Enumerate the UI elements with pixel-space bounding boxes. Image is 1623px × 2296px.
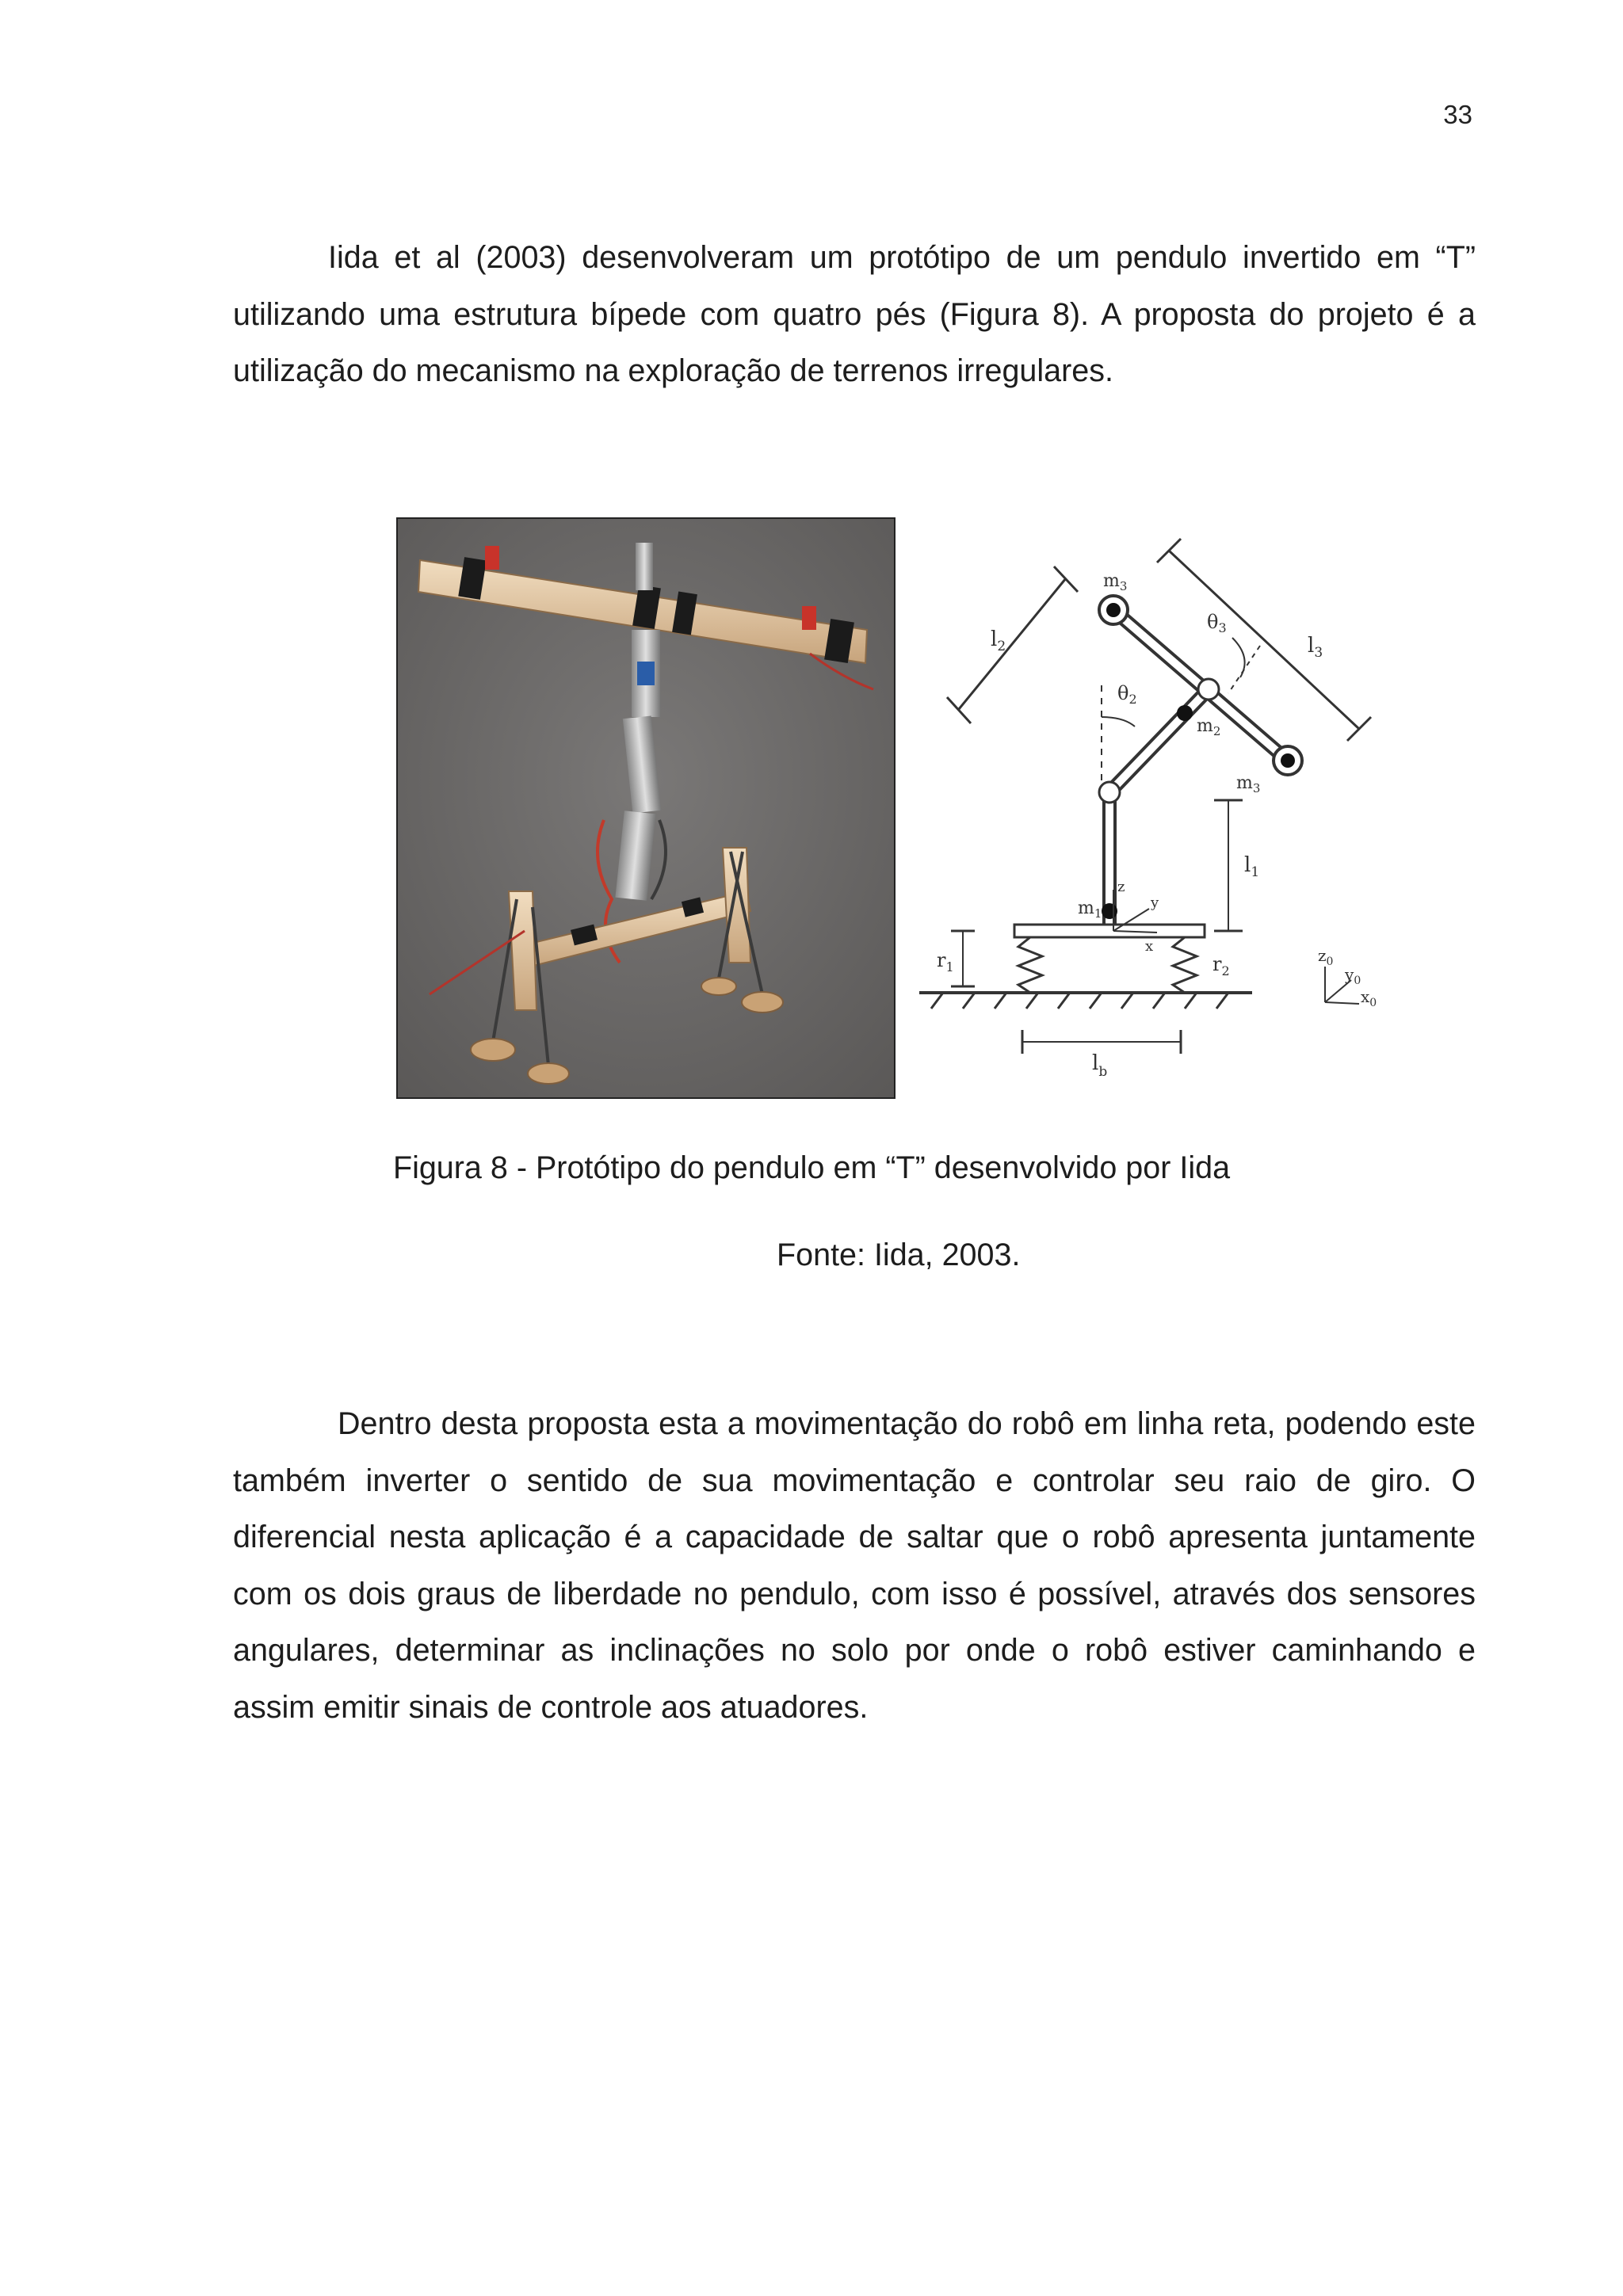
- page-number: 33: [1443, 100, 1472, 129]
- label-x: x: [1145, 938, 1154, 955]
- label-l1: $l_1$: [1244, 853, 1260, 880]
- paragraph-body-text: Dentro desta proposta esta a movimentação do robô em linha reta, podendo este também inverter o sentido de sua movimentação e controlar seu raio de giro. O diferencial nesta aplicação é a capacidade de saltar que o robô apresenta juntamente com os dois graus de liberdade no pendulo, com isso é possível, através dos sensores angulares, determinar as inclinações no solo por onde o robô estiver caminhando e assim emitir sinais de controle aos atuadores.: [233, 1406, 1476, 1725]
- label-l2: $l_2$: [991, 627, 1006, 654]
- figure-source: Fonte: Iida, 2003.: [777, 1238, 1021, 1272]
- paragraph-intro-text: Iida et al (2003) desenvolveram um protótipo de um pendulo invertido em “T” utilizando uma estrutura bípede com quatro pés (Figura 8). A proposta do projeto é a utilização do mecanismo na exploração de terrenos irregulares.: [233, 240, 1476, 388]
- paragraph-intro: [233, 230, 1476, 400]
- label-r2: $r_2$: [1212, 953, 1230, 978]
- schematic-diagram: [919, 519, 1411, 1101]
- label-m3-top: $m_3$: [1103, 571, 1128, 593]
- label-y0: $y_0$: [1345, 965, 1361, 987]
- label-x0: $x_0$: [1361, 987, 1377, 1009]
- label-lb: $l_b$: [1092, 1051, 1108, 1080]
- label-r1: $r_1$: [937, 949, 954, 974]
- label-m1: $m_1$: [1078, 898, 1102, 921]
- paragraph-body: [233, 1396, 1476, 1736]
- label-theta3: $\theta_3$: [1207, 611, 1227, 635]
- label-z: z: [1117, 879, 1125, 895]
- label-z0: $z_0$: [1318, 946, 1334, 968]
- label-y: y: [1151, 894, 1159, 911]
- prototype-photo: [396, 517, 896, 1099]
- label-l3: $l_3$: [1308, 634, 1323, 661]
- label-theta2: $\theta_2$: [1117, 682, 1137, 707]
- figure-caption: Figura 8 - Protótipo do pendulo em “T” desenvolvido por Iida: [392, 1150, 1231, 1185]
- label-m2: $m_2$: [1197, 716, 1221, 738]
- label-m3-right: $m_3$: [1236, 773, 1261, 795]
